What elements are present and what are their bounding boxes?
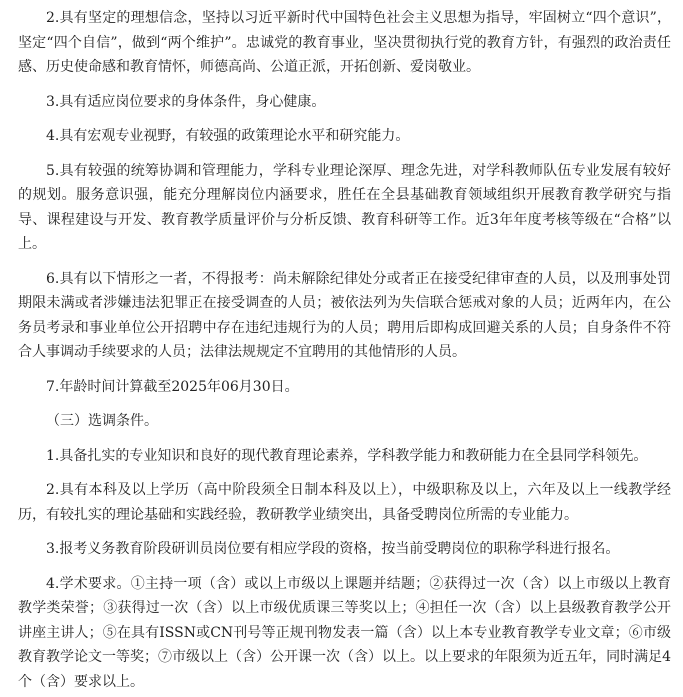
- paragraph-vision: 4.具有宏观专业视野，有较强的政策理论水平和研究能力。: [46, 128, 410, 144]
- paragraph-health: 3.具有适应岗位要求的身体条件，身心健康。: [46, 93, 326, 110]
- paragraph-qualification: 3.报考义务教育阶段研训员岗位要有相应学段的资格，按当前受聘岗位的职称学科进行报名。: [46, 541, 620, 557]
- paragraph-exclusions: 6.具有以下情形之一者，不得报考：尚未解除纪律处分或者正在接受纪律审查的人员，以及刑事处罚期限未满或者涉嫌违法犯罪正在接受调查的人员；被依法列为失信联合惩戒对象的人员；近两年内，在公务员考录和事业单位公开招聘中存在违纪违规行为的人员；聘用后即构成回避关系的人员；自身条件不符合人事调动手续要求的人员；法律法规规定不宜聘用的其他情形的人员。: [18, 270, 671, 360]
- paragraph-academic: 4.学术要求。①主持一项（含）或以上市级以上课题并结题；②获得过一次（含）以上市级以上教育教学类荣誉；③获得过一次（含）以上市级优质课三等奖以上；④担任一次（含）以上县级教育教学公开讲座主讲人；⑤在具有ISSN或CN刊号等正规刊物发表一篇（含）以上本专业教育教学专业文章；⑥市级教育教学论文一等奖；⑦市级以上（含）公开课一次（含）以上。以上要求的年限须为近五年，同时满足4个（含）要求以上。: [18, 575, 671, 690]
- paragraph-management: 5.具有较强的统筹协调和管理能力，学科专业理论深厚、理念先进，对学科教师队伍专业发展有较好的规划。服务意识强，能充分理解岗位内涵要求，胜任在全县基础教育领域组织开展教育教学研究与指导、课程建设与开发、教育教学质量评价与分析反馈、教育科研等工作。近3年年度考核等级在“合格”以上。: [18, 162, 671, 252]
- paragraph-education: 2.具有本科及以上学历（高中阶段须全日制本科及以上），中级职称及以上，六年及以上一线教学经历，有较扎实的理论基础和实践经验，教研教学业绩突出，具备受聘岗位所需的专业能力。: [18, 482, 671, 523]
- section-heading-selection: （三）选调条件。: [46, 413, 158, 429]
- paragraph-knowledge: 1.具备扎实的专业知识和良好的现代教育理论素养，学科教学能力和教研能力在全县同学科领先。: [46, 447, 648, 464]
- paragraph-age-date: 7.年龄时间计算截至2025年06月30日。: [46, 378, 299, 395]
- paragraph-ideals: 2.具有坚定的理想信念，坚持以习近平新时代中国特色社会主义思想为指导，牢固树立“四个意识”，坚定“四个自信”，做到“两个维护”。忠诚党的教育事业，坚决贯彻执行党的教育方针，有强烈的政治责任感、历史使命感和教育情怀，师德高尚、公道正派，开拓创新、爱岗敬业。: [18, 10, 671, 75]
